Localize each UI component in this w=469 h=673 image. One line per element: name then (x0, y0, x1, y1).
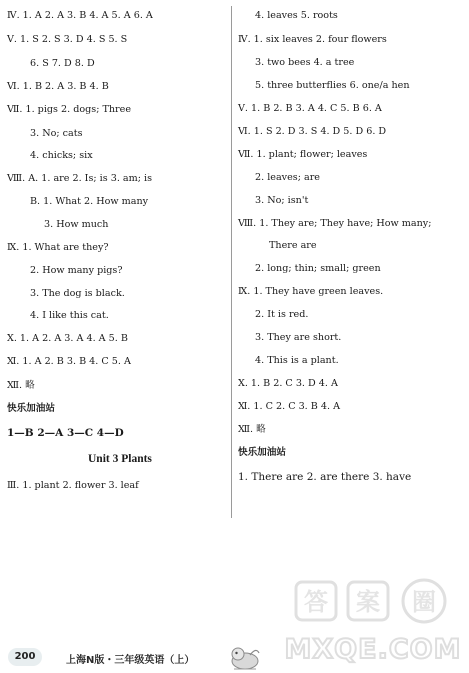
answer-line: 2. How many pigs? (30, 265, 123, 276)
answer-line: 3. How much (44, 219, 109, 230)
answer-line: Ⅳ. 1. six leaves 2. four flowers (238, 34, 387, 45)
answer-line: Ⅹ. 1. A 2. A 3. A 4. A 5. B (7, 333, 128, 344)
answer-line: Ⅹ. 1. B 2. C 3. D 4. A (238, 378, 338, 389)
answer-line: Ⅸ. 1. They have green leaves. (238, 286, 384, 297)
unit-title: Unit 3 Plants (88, 453, 152, 465)
answer-line: Ⅺ. 1. A 2. B 3. B 4. C 5. A (7, 356, 131, 367)
book-title: 上海N版・三年级英语（上） (66, 655, 195, 666)
answer-line: 4. leaves 5. roots (255, 10, 338, 21)
answer-line: 4. I like this cat. (30, 310, 109, 321)
answer-line: 2. long; thin; small; green (255, 263, 381, 274)
answer-line: Ⅶ. 1. plant; flower; leaves (238, 149, 368, 160)
answer-line: 2. leaves; are (255, 172, 320, 183)
answer-line: 4. This is a plant. (255, 355, 339, 366)
answer-line: 1—B 2—A 3—C 4—D (7, 427, 124, 439)
answer-line: Ⅷ. A. 1. are 2. Is; is 3. am; is (7, 173, 153, 184)
watermark-url: MXQE.COM (284, 634, 462, 665)
answer-line: 5. three butterflies 6. one/a hen (255, 80, 410, 91)
answer-line: Ⅻ. 略 (7, 380, 35, 391)
answer-line: 3. They are short. (255, 332, 342, 343)
answer-line: Ⅷ. 1. They are; They have; How many; (238, 218, 432, 229)
answer-line: 1. There are 2. are there 3. have (238, 471, 412, 483)
answer-line: Ⅳ. 1. A 2. A 3. B 4. A 5. A 6. A (7, 10, 153, 21)
answer-line: There are (269, 240, 317, 251)
answer-line: Ⅵ. 1. B 2. A 3. B 4. B (7, 81, 109, 92)
watermark-char: 圈 (412, 588, 436, 616)
answer-line: Ⅺ. 1. C 2. C 3. B 4. A (238, 401, 341, 412)
section-title: 快乐加油站 (7, 403, 55, 414)
answer-line: Ⅶ. 1. pigs 2. dogs; Three (7, 104, 131, 115)
answer-line: Ⅴ. 1. B 2. B 3. A 4. C 5. B 6. A (238, 103, 382, 114)
answer-line: B. 1. What 2. How many (30, 196, 149, 207)
answer-line: Ⅻ. 略 (238, 424, 266, 435)
answer-line: Ⅸ. 1. What are they? (7, 242, 109, 253)
answer-line: Ⅲ. 1. plant 2. flower 3. leaf (7, 480, 139, 491)
answer-line: 4. chicks; six (30, 150, 93, 161)
answer-line: 3. two bees 4. a tree (255, 57, 355, 68)
answer-line: Ⅵ. 1. S 2. D 3. S 4. D 5. D 6. D (238, 126, 387, 137)
answer-line: 2. It is red. (255, 309, 309, 320)
mascot-icon (228, 645, 262, 671)
watermark-char: 答 (304, 588, 328, 616)
answer-line: 3. No; isn't (255, 195, 309, 206)
answer-line: 3. The dog is black. (30, 288, 125, 299)
answer-line: 3. No; cats (30, 128, 83, 139)
watermark-char: 案 (356, 588, 380, 616)
column-divider (231, 6, 232, 518)
answer-line: 6. S 7. D 8. D (30, 58, 95, 69)
page-number: 200 (8, 648, 42, 666)
page-footer (0, 645, 469, 673)
answer-line: Ⅴ. 1. S 2. S 3. D 4. S 5. S (7, 34, 128, 45)
section-title: 快乐加油站 (238, 447, 286, 458)
